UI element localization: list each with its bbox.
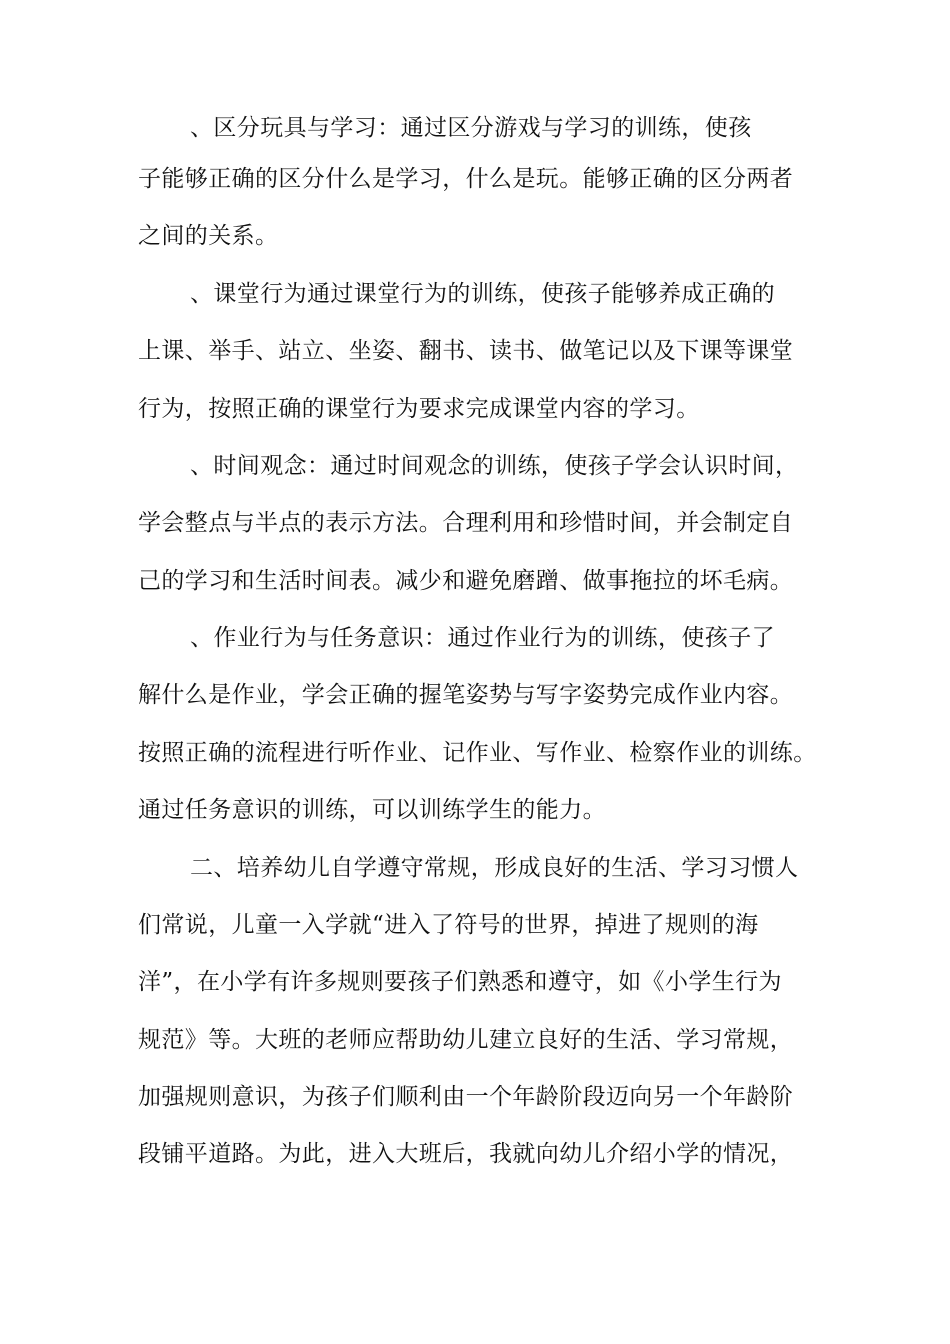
body-text-line: 们常说，儿童一入学就“进入了符号的世界，掉进了规则的海 — [138, 912, 759, 938]
body-text-line: 洋”，在小学有许多规则要孩子们熟悉和遵守，如《小学生行为 — [138, 969, 782, 995]
body-text-line: 、课堂行为通过课堂行为的训练，使孩子能够养成正确的 — [190, 281, 775, 307]
body-text-line: 之间的关系。 — [138, 223, 279, 249]
body-text-line: 行为，按照正确的课堂行为要求完成课堂内容的学习。 — [138, 396, 700, 422]
body-text-line: 、区分玩具与学习：通过区分游戏与学习的训练，使孩 — [190, 115, 752, 141]
body-text-line: 己的学习和生活时间表。减少和避免磨蹭、做事拖拉的坏毛病。 — [138, 568, 794, 594]
body-text-line: 学会整点与半点的表示方法。合理利用和珍惜时间，并会制定自 — [138, 510, 794, 536]
body-text-line: 按照正确的流程进行听作业、记作业、写作业、检察作业的训练。 — [138, 740, 817, 766]
body-text-line: 、作业行为与任务意识：通过作业行为的训练，使孩子了 — [190, 625, 775, 651]
section-heading-line: 二、培养幼儿自学遵守常规，形成良好的生活、学习习惯人 — [190, 855, 799, 881]
body-text-line: 段铺平道路。为此，进入大班后，我就向幼儿介绍小学的情况， — [138, 1141, 794, 1167]
body-text-line: 规范》等。大班的老师应帮助幼儿建立良好的生活、学习常规， — [138, 1027, 794, 1053]
body-text-line: 解什么是作业，学会正确的握笔姿势与写字姿势完成作业内容。 — [138, 682, 794, 708]
body-text-line: 加强规则意识，为孩子们顺利由一个年龄阶段迈向另一个年龄阶 — [138, 1084, 794, 1110]
body-text-line: 、时间观念：通过时间观念的训练，使孩子学会认识时间， — [190, 453, 799, 479]
body-text-line: 子能够正确的区分什么是学习，什么是玩。能够正确的区分两者 — [138, 166, 794, 192]
body-text-line: 上课、举手、站立、坐姿、翻书、读书、做笔记以及下课等课堂 — [138, 338, 794, 364]
body-text-line: 通过任务意识的训练，可以训练学生的能力。 — [138, 797, 606, 823]
